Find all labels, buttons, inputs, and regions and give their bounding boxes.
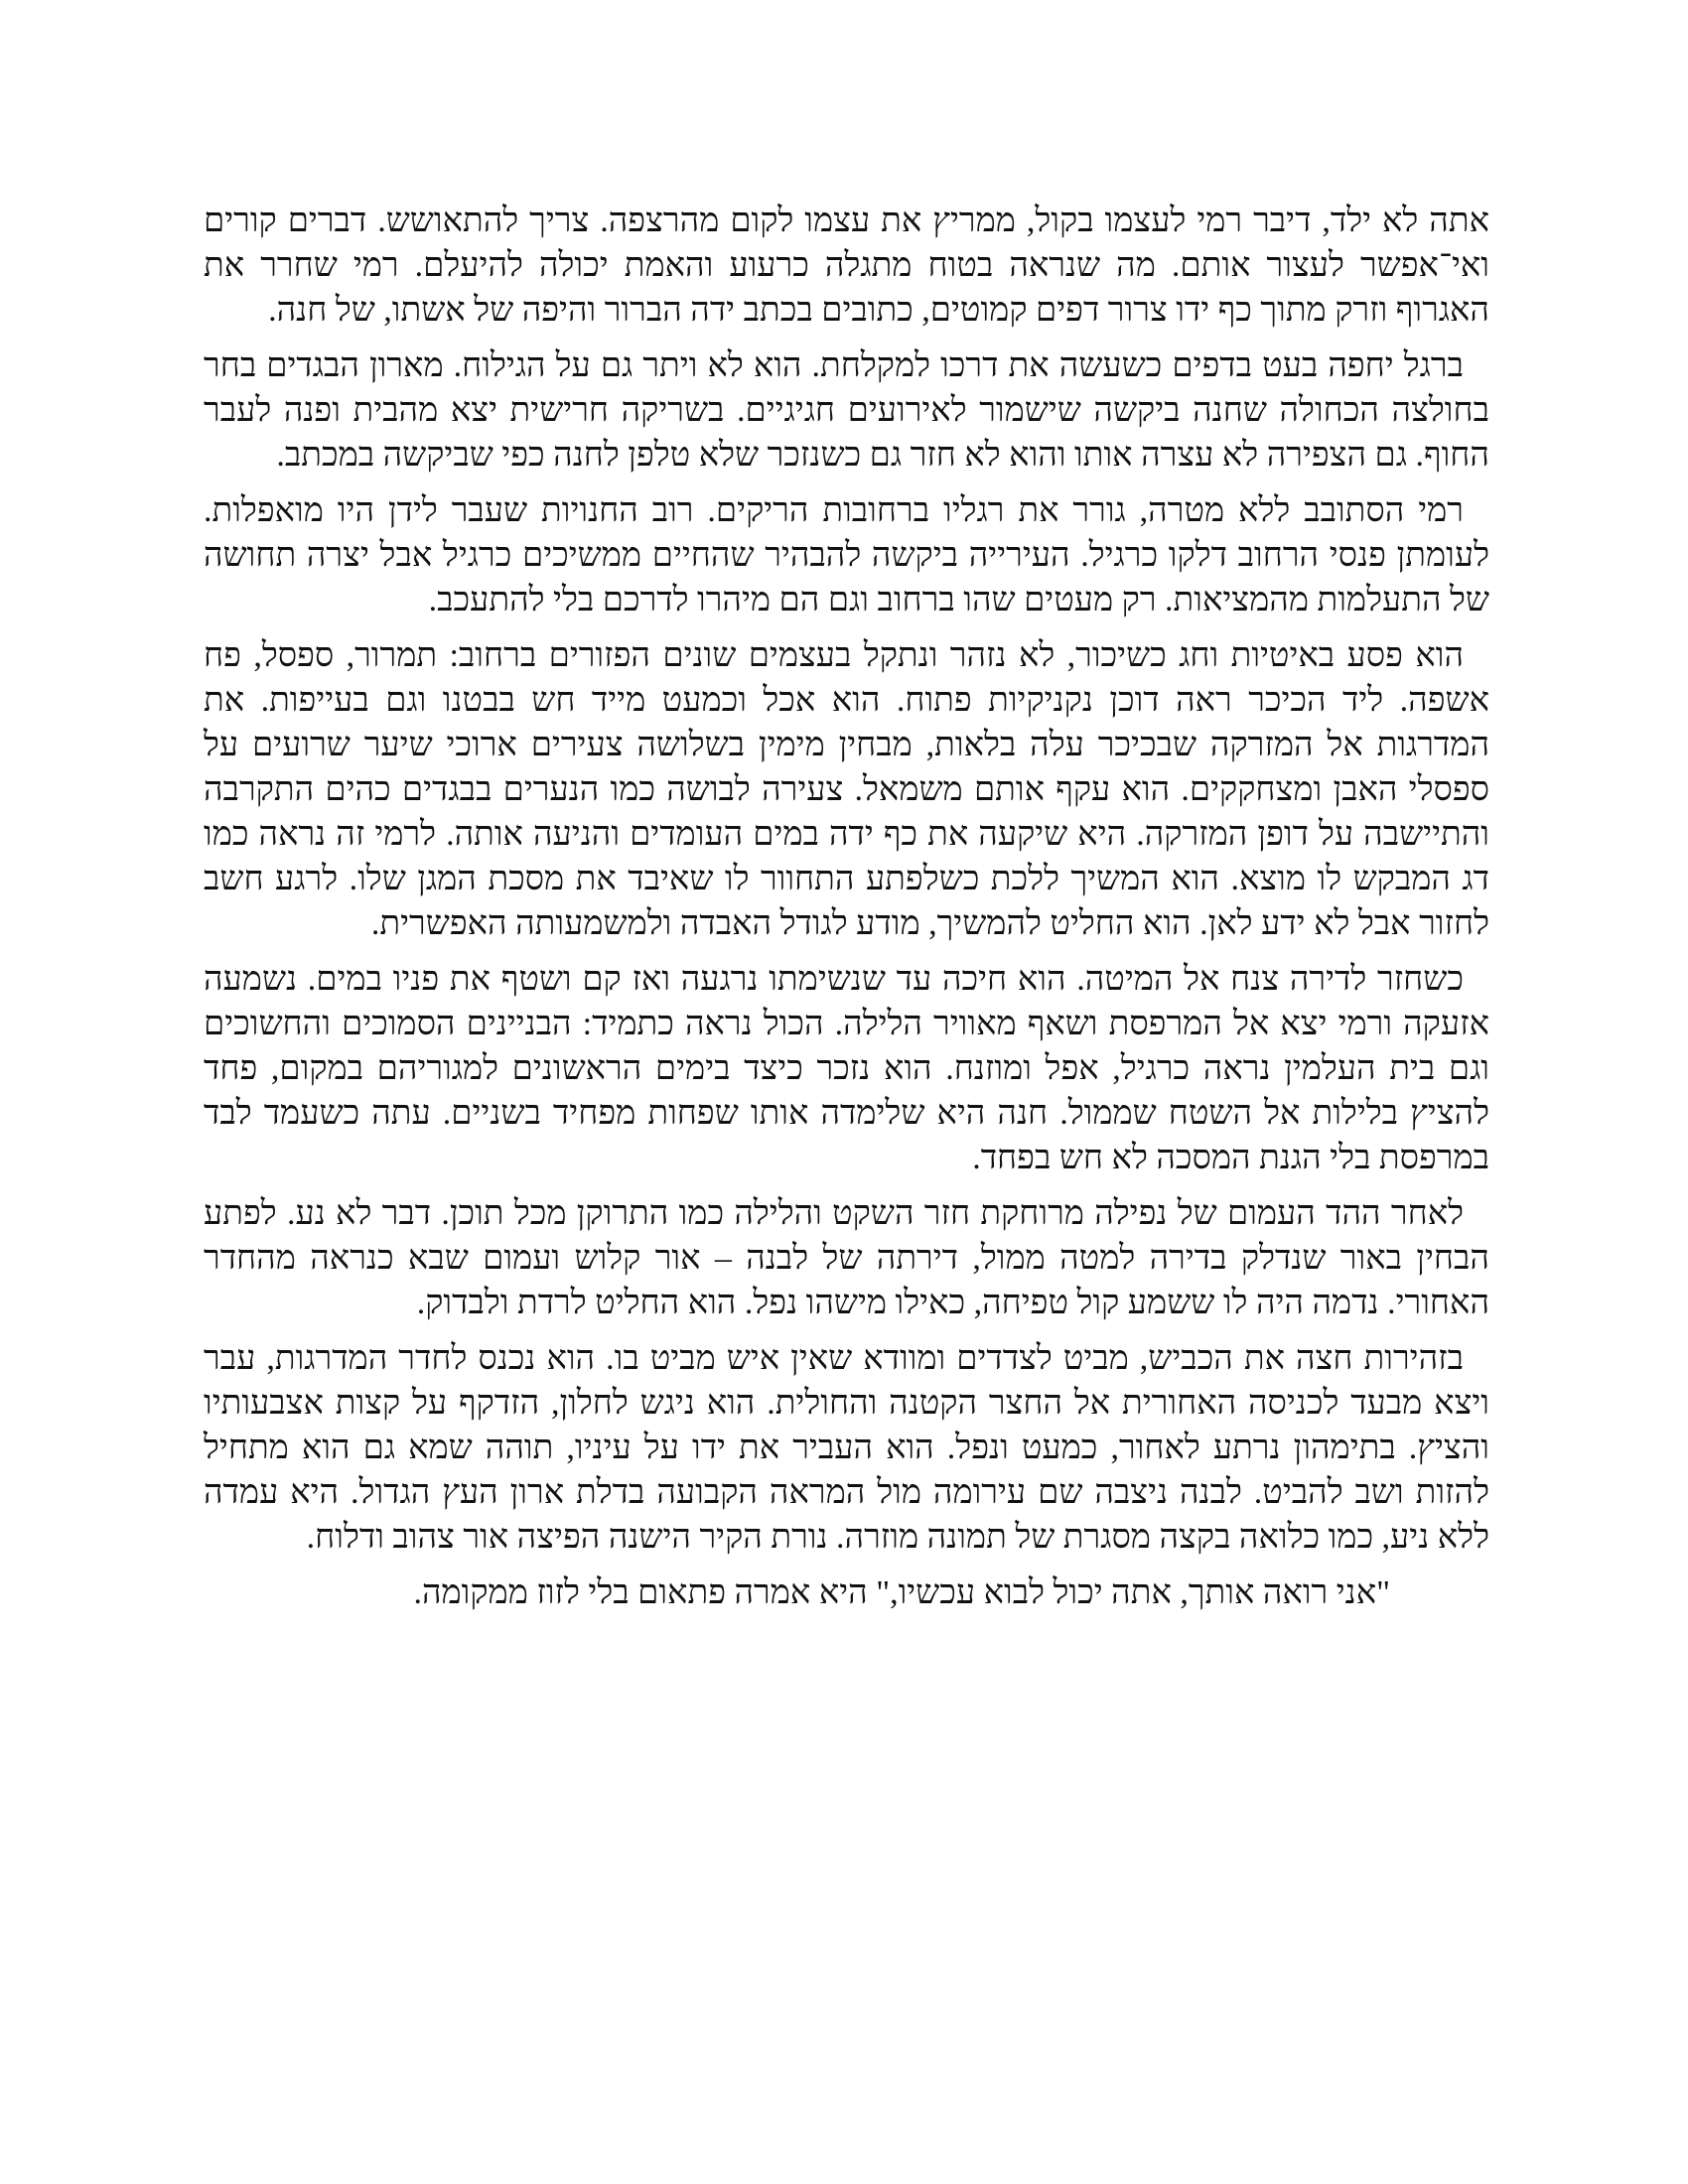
document-body	[204, 199, 1489, 1626]
paragraph-2: ברגל יחפה בעט בדפים כשעשה את דרכו למקלחת. הוא לא ויתר גם על הגילוח. מארון הבגדים בחר בחולצה הכחולה שחנה ביקשה שישמור לאירועים חגיגיים. בשריקה חרישית יצא מהבית ופנה לעבר החוף. גם הצפירה לא עצרה אותו והוא לא חזר גם כשנזכר שלא טלפן לחנה כפי שביקשה במכתב.	[204, 347, 1489, 474]
paragraph-4: הוא פסע באיטיות וחג כשיכור, לא נזהר ונתקל בעצמים שונים הפזורים ברחוב: תמרור, ספסל, פח אשפה. ליד הכיכר ראה דוכן נקניקיות פתוח. הוא אכל וכמעט מייד חש בבטנו וגם בעייפות. את המדרגות אל המזרקה שבכיכר עלה בלאות, מבחין מימין בשלושה צעירים ארוכי שיער שרועים על ספסלי האבן ומצחקקים. הוא עקף אותם משמאל. צעירה לבושה כמו הנערים בבגדים כהים התקרבה והתיישבה על דופן המזרקה. היא שיקעה את כף ידה במים העומדים והניעה אותה. לרמי זה נראה כמו דג המבקש לו מוצא. הוא המשיך ללכת כשלפתע התחוור לו שאיבד את מסכת המגן שלו. לרגע חשב לחזור אבל לא ידע לאן. הוא החליט להמשיך, מודע לגודל האבדה ולמשמעותה האפשרית.	[204, 637, 1489, 942]
paragraph-3: רמי הסתובב ללא מטרה, גורר את רגליו ברחובות הריקים. רוב החנויות שעבר לידן היו מואפלות. לעומתן פנסי הרחוב דלקו כרגיל. העירייה ביקשה להבהיר שהחיים ממשיכים כרגיל אבל יצרה תחושה של התעלמות מהמציאות. רק מעטים שהו ברחוב וגם הם מיהרו לדרכם בלי להתעכב.	[204, 492, 1489, 618]
paragraph-7: בזהירות חצה את הכביש, מביט לצדדים ומוודא שאין איש מביט בו. הוא נכנס לחדר המדרגות, עבר ויצא מבעד לכניסה האחורית אל החצר הקטנה והחולית. הוא ניגש לחלון, הזדקף על קצות אצבעותיו והציץ. בתימהון נרתע לאחור, כמעט ונפל. הוא העביר את ידו על עיניו, תוהה שמא גם הוא מתחיל להזות ושב להביט. לבנה ניצבה שם עירומה מול המראה הקבועה בדלת ארון העץ הגדול. היא עמדה ללא ניע, כמו כלואה בקצה מסגרת של תמונה מוזרה. נורת הקיר הישנה הפיצה אור צהוב ודלוח.	[204, 1340, 1489, 1556]
paragraph-8: "אני רואה אותך, אתה יכול לבוא עכשיו," היא אמרה פתאום בלי לזוז ממקומה.	[413, 1574, 1390, 1611]
paragraph-1: אתה לא ילד, דיבר רמי לעצמו בקול, ממריץ את עצמו לקום מהרצפה. צריך להתאושש. דברים קורים ואי־אפשר לעצור אותם. מה שנראה בטוח מתגלה כרעוע והאמת יכולה להיעלם. רמי שחרר את האגרוף וזרק מתוך כף ידו צרור דפים קמוטים, כתובים בכתב ידה הברור והיפה של אשתו, של חנה.	[204, 203, 1489, 329]
paragraph-5: כשחזר לדירה צנח אל המיטה. הוא חיכה עד שנשימתו נרגעה ואז קם ושטף את פניו במים. נשמעה אזעקה ורמי יצא אל המרפסת ושאף מאוויר הלילה. הכול נראה כתמיד: הבניינים הסמוכים והחשוכים וגם בית העלמין נראה כרגיל, אפל ומוזנח. הוא נזכר כיצד בימים הראשונים למגוריהם במקום, פחד להציץ בלילות אל השטח שממול. חנה היא שלימדה אותו שפחות מפחיד בשניים. עתה כשעמד לבד במרפסת בלי הגנת המסכה לא חש בפחד.	[204, 961, 1489, 1176]
paragraph-6: לאחר ההד העמום של נפילה מרוחקת חזר השקט והלילה כמו התרוקן מכל תוכן. דבר לא נע. לפתע הבחין באור שנדלק בדירה למטה ממול, דירתה של לבנה – אור קלוש ועמום שבא כנראה מהחדר האחורי. נדמה היה לו ששמע קול טפיחה, כאילו מישהו נפל. הוא החליט לרדת ולבדוק.	[204, 1195, 1489, 1321]
